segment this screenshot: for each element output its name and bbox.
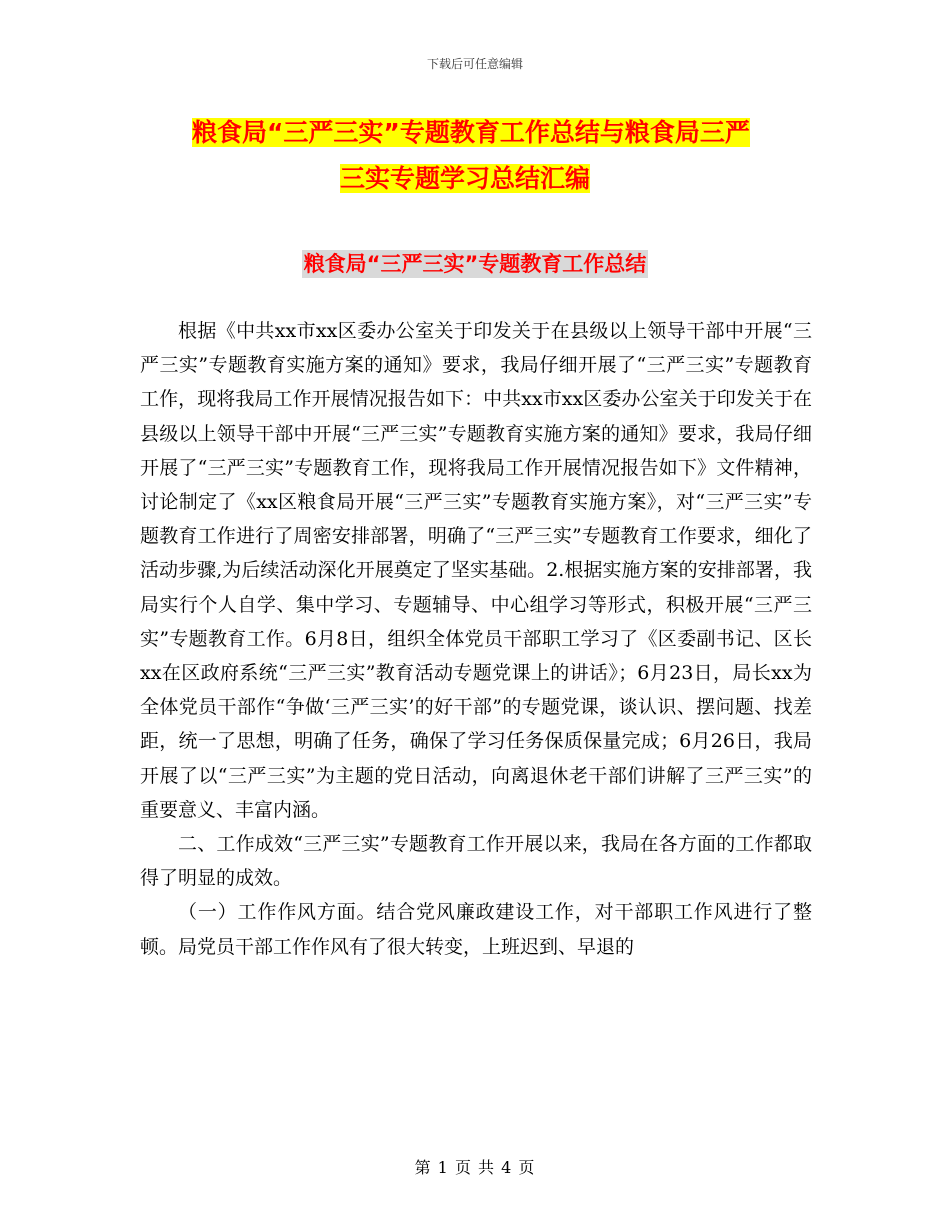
document-title-line-2 [140,156,810,202]
section-title-text: 粮食局“三严三实”专题教育工作总结 [303,252,647,276]
page-footer: 第 1 页 共 4 页 [414,1158,536,1177]
paragraph-3: （一）工作作风方面。结合党风廉政建设工作，对干部职工作风进行了整顿。局党员干部工作作风有了很大转变，上班迟到、早退的 [140,901,812,958]
header-note: 下载后可任意编辑 [426,57,523,71]
document-title-line-1 [140,110,810,156]
paragraph-2: 二、工作成效“三严三实”专题教育工作开展以来，我局在各方面的工作都取得了明显的成效。 [140,833,812,890]
paragraph-1: 根据《中共xx市xx区委办公室关于印发关于在县级以上领导干部中开展“三严三实”专题教育实施方案的通知》要求，我局仔细开展了“三严三实”专题教育工作，现将我局工作开展情况报告如下：中共xx市xx区委办公室关于印发关于在县级以上领导干部中开展“三严三实”专题教育实施方案的通知》要求，我局仔细开展了“三严三实”专题教育工作，现将我局工作开展情况报告如下》文件精神，讨论制定了《xx区粮食局开展“三严三实”专题教育实施方案》，对“三严三实”专题教育工作进行了周密安排部署，明确了“三严三实”专题教育工作要求，细化了活动步骤,为后续活动深化开展奠定了坚实基础。2.根据实施方案的安排部署，我局实行个人自学、集中学习、专题辅导、中心组学习等形式，积极开展“三严三实”专题教育工作。6月8日，组织全体党员干部职工学习了《区委副书记、区长xx在区政府系统“三严三实”教育活动专题党课上的讲话》；6月23日，局长xx为全体党员干部作“争做‘三严三实’的好干部”的专题党课，谈认识、摆问题、找差距，统一了思想，明确了任务，确保了学习任务保质保量完成；6月26日，我局开展了以“三严三实”为主题的党日活动，向离退休老干部们讲解了三严三实”的重要意义、丰富内涵。 [140,320,812,821]
section-title [0,248,950,278]
document-title [140,110,810,202]
title-line-2-text: 三实专题学习总结汇编 [340,164,591,193]
title-line-1-text: 粮食局“三严三实”专题教育工作总结与粮食局三严 [192,118,750,147]
body-text [140,314,812,964]
